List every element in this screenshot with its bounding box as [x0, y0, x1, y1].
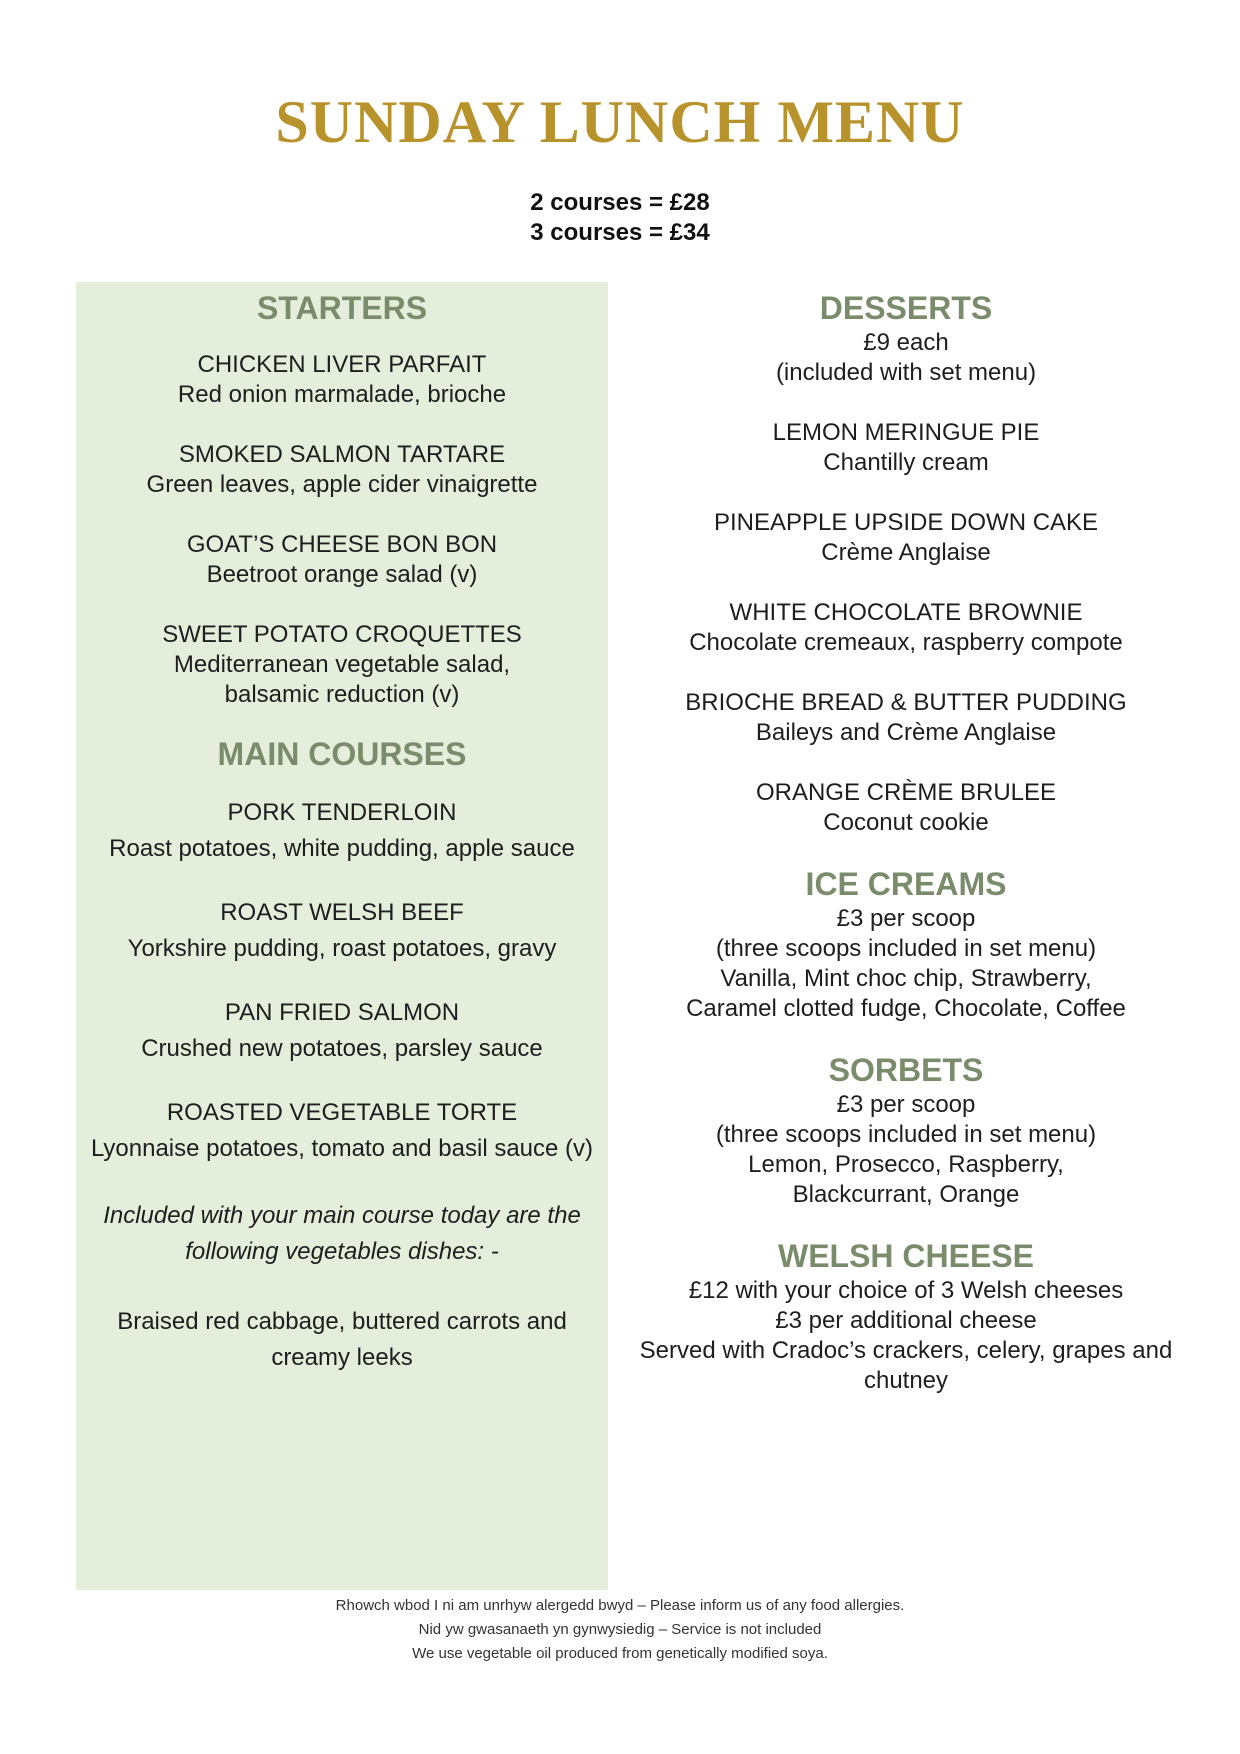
dish-name: PORK TENDERLOIN	[227, 799, 457, 826]
desserts-price: £9 each	[863, 329, 949, 356]
vegetables-list	[76, 1304, 608, 1376]
vegetables-intro-line: Included with your main course today are the	[103, 1202, 581, 1229]
starter-item	[76, 530, 608, 590]
dish-name: ROASTED VEGETABLE TORTE	[166, 1099, 518, 1126]
footer-service-note: Nid yw gwasanaeth yn gynwysiedig – Service is not included	[418, 1621, 822, 1638]
sorbets-heading: SORBETS	[828, 1052, 984, 1088]
dish-name: PAN FRIED SALMON	[224, 999, 460, 1026]
welsh-cheese-line: £12 with your choice of 3 Welsh cheeses	[688, 1277, 1124, 1304]
starters-heading: STARTERS	[256, 290, 428, 326]
dish-name: ROAST WELSH BEEF	[220, 899, 464, 926]
welsh-cheese-line: £3 per additional cheese	[775, 1307, 1037, 1334]
dish-description: Crème Anglaise	[821, 539, 991, 566]
ice-creams-line: Vanilla, Mint choc chip, Strawberry,	[720, 965, 1092, 992]
dessert-item	[632, 778, 1180, 838]
main-item	[76, 1098, 608, 1164]
dish-description: Chocolate cremeaux, raspberry compote	[689, 629, 1123, 656]
vegetables-list-line: creamy leeks	[271, 1344, 413, 1371]
dish-description: Roast potatoes, white pudding, apple sauce	[109, 835, 575, 862]
footer-oil-note: We use vegetable oil produced from genetically modified soya.	[412, 1645, 828, 1662]
sorbets-line: (three scoops included in set menu)	[715, 1121, 1097, 1148]
ice-creams-line: Caramel clotted fudge, Chocolate, Coffee	[686, 995, 1126, 1022]
footer-allergy-note: Rhowch wbod I ni am unrhyw alergedd bwyd – Please inform us of any food allergies.	[335, 1597, 905, 1614]
main-item	[76, 898, 608, 964]
dish-name: SMOKED SALMON TARTARE	[178, 441, 506, 468]
dessert-item	[632, 688, 1180, 748]
right-column	[632, 288, 1180, 1396]
dish-name: BRIOCHE BREAD & BUTTER PUDDING	[685, 689, 1127, 716]
starter-item	[76, 620, 608, 710]
dish-description: Crushed new potatoes, parsley sauce	[141, 1035, 543, 1062]
dish-name: GOAT’S CHEESE BON BON	[186, 531, 498, 558]
menu-title: SUNDAY LUNCH MENU	[275, 89, 965, 155]
starter-item	[76, 440, 608, 500]
dish-name: PINEAPPLE UPSIDE DOWN CAKE	[713, 509, 1099, 536]
dessert-item	[632, 418, 1180, 478]
dish-name: CHICKEN LIVER PARFAIT	[197, 351, 487, 378]
price-two-courses: 2 courses = £28	[530, 189, 710, 216]
desserts-note: (included with set menu)	[775, 359, 1037, 386]
dessert-item	[632, 508, 1180, 568]
sorbets-line: Lemon, Prosecco, Raspberry,	[748, 1151, 1064, 1178]
main-item	[76, 798, 608, 864]
dessert-item	[632, 598, 1180, 658]
welsh-cheese-heading: WELSH CHEESE	[777, 1238, 1035, 1274]
dish-description: Beetroot orange salad (v)	[206, 561, 478, 588]
starter-item	[76, 350, 608, 410]
dish-name: SWEET POTATO CROQUETTES	[162, 621, 522, 648]
dish-description: Lyonnaise potatoes, tomato and basil sauce (v)	[90, 1135, 594, 1162]
welsh-cheese-line: chutney	[863, 1367, 949, 1394]
set-menu-pricing	[0, 188, 1240, 248]
main-item	[76, 998, 608, 1064]
vegetables-intro-line: following vegetables dishes: -	[185, 1238, 499, 1265]
dish-description: Green leaves, apple cider vinaigrette	[146, 471, 538, 498]
ice-creams-line: (three scoops included in set menu)	[715, 935, 1097, 962]
main-courses-heading: MAIN COURSES	[217, 736, 467, 772]
dish-description: Red onion marmalade, brioche	[177, 381, 507, 408]
sorbets-line: £3 per scoop	[836, 1091, 976, 1118]
left-column	[76, 288, 608, 1376]
dish-description: Coconut cookie	[823, 809, 989, 836]
vegetables-list-line: Braised red cabbage, buttered carrots and	[117, 1308, 567, 1335]
dish-name: ORANGE CRÈME BRULEE	[755, 779, 1057, 806]
ice-creams-heading: ICE CREAMS	[805, 866, 1007, 902]
sorbets-line: Blackcurrant, Orange	[792, 1181, 1020, 1208]
dish-description: Mediterranean vegetable salad,	[173, 651, 511, 678]
welsh-cheese-line: Served with Cradoc’s crackers, celery, grapes and	[639, 1337, 1173, 1364]
dish-description: Yorkshire pudding, roast potatoes, gravy	[127, 935, 557, 962]
dish-description: balsamic reduction (v)	[224, 681, 460, 708]
desserts-heading: DESSERTS	[819, 290, 993, 326]
price-three-courses: 3 courses = £34	[530, 219, 710, 246]
dish-description: Baileys and Crème Anglaise	[755, 719, 1057, 746]
dish-description: Chantilly cream	[823, 449, 989, 476]
dish-name: WHITE CHOCOLATE BROWNIE	[729, 599, 1083, 626]
footer-notes	[0, 1594, 1240, 1666]
dish-name: LEMON MERINGUE PIE	[772, 419, 1040, 446]
ice-creams-line: £3 per scoop	[836, 905, 976, 932]
vegetables-intro	[76, 1198, 608, 1270]
